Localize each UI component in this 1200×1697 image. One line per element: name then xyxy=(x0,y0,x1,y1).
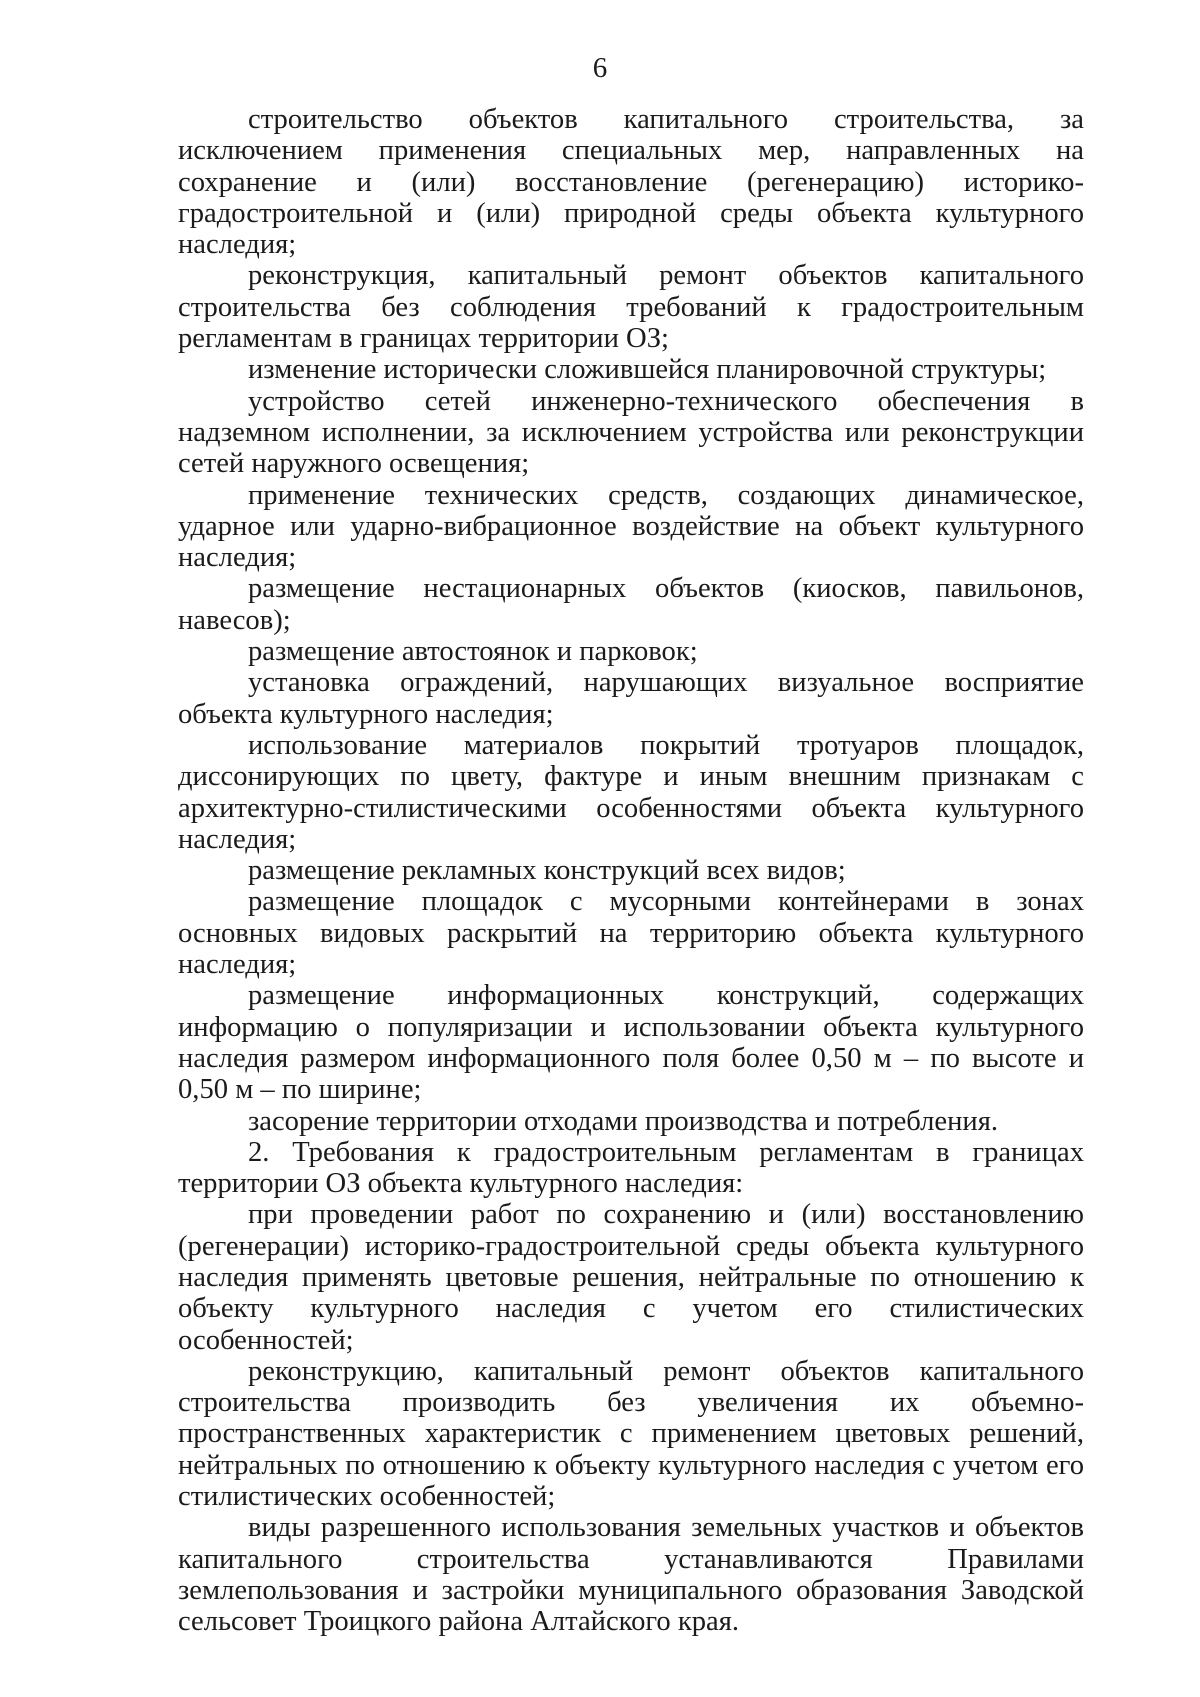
paragraph: изменение исторически сложившейся планировочной структуры; xyxy=(248,354,1047,386)
paragraph: реконструкция, капитальный ремонт объектов капитального строительства без соблюдения требований к градостроительным регламентам в границах территории ОЗ; xyxy=(178,260,1084,355)
section-heading-paragraph: 2. Требования к градостроительным регламентам в границах территории ОЗ объекта культурного наследия: xyxy=(178,1136,1084,1200)
document-body xyxy=(178,104,1084,1638)
paragraph: при проведении работ по сохранению и (или) восстановлению (регенерации) историко-градостроительной среды объекта культурного наследия применять цветовые решения, нейтральные по отношению к объекту культурного наследия с учетом его стилистических особенностей; xyxy=(178,1199,1084,1356)
paragraph: применение технических средств, создающих динамическое, ударное или ударно-вибрационное воздействие на объект культурного наследия; xyxy=(178,479,1084,574)
paragraph: размещение площадок с мусорными контейнерами в зонах основных видовых раскрытий на территорию объекта культурного наследия; xyxy=(178,886,1084,981)
paragraph: устройство сетей инженерно-технического обеспечения в надземном исполнении, за исключением устройства или реконструкции сетей наружного освещения; xyxy=(178,385,1084,480)
paragraph: строительство объектов капитального строительства, за исключением применения специальных мер, направленных на сохранение и (или) восстановление (регенерацию) историко-градостроительной и (или) природной среды объекта культурного наследия; xyxy=(178,104,1084,261)
paragraph: установка ограждений, нарушающих визуальное восприятие объекта культурного наследия; xyxy=(178,667,1084,730)
paragraph: размещение рекламных конструкций всех видов; xyxy=(248,855,846,887)
paragraph: размещение информационных конструкций, содержащих информацию о популяризации и использовании объекта культурного наследия размером информационного поля более 0,50 м – по высоте и 0,50 м – по ширине; xyxy=(178,980,1084,1106)
paragraph: виды разрешенного использования земельных участков и объектов капитального строительства устанавливаются Правилами землепользования и застройки муниципального образования Заводской сельсовет Троицкого района Алтайского края. xyxy=(178,1512,1084,1638)
paragraph: размещение автостоянок и парковок; xyxy=(248,636,698,668)
paragraph: реконструкцию, капитальный ремонт объектов капитального строительства производить без увеличения их объемно-пространственных характеристик с применением цветовых решений, нейтральных по отношению к объекту культурного наследия с учетом его стилистических особенностей; xyxy=(178,1355,1084,1513)
paragraph: использование материалов покрытий тротуаров площадок, диссонирующих по цвету, фактуре и иным внешним признакам с архитектурно-стилистическими особенностями объекта культурного наследия; xyxy=(178,729,1084,855)
paragraph: размещение нестационарных объектов (киосков, павильонов, навесов); xyxy=(178,573,1084,636)
page-number: 6 xyxy=(592,52,608,84)
paragraph: засорение территории отходами производства и потребления. xyxy=(248,1105,999,1137)
